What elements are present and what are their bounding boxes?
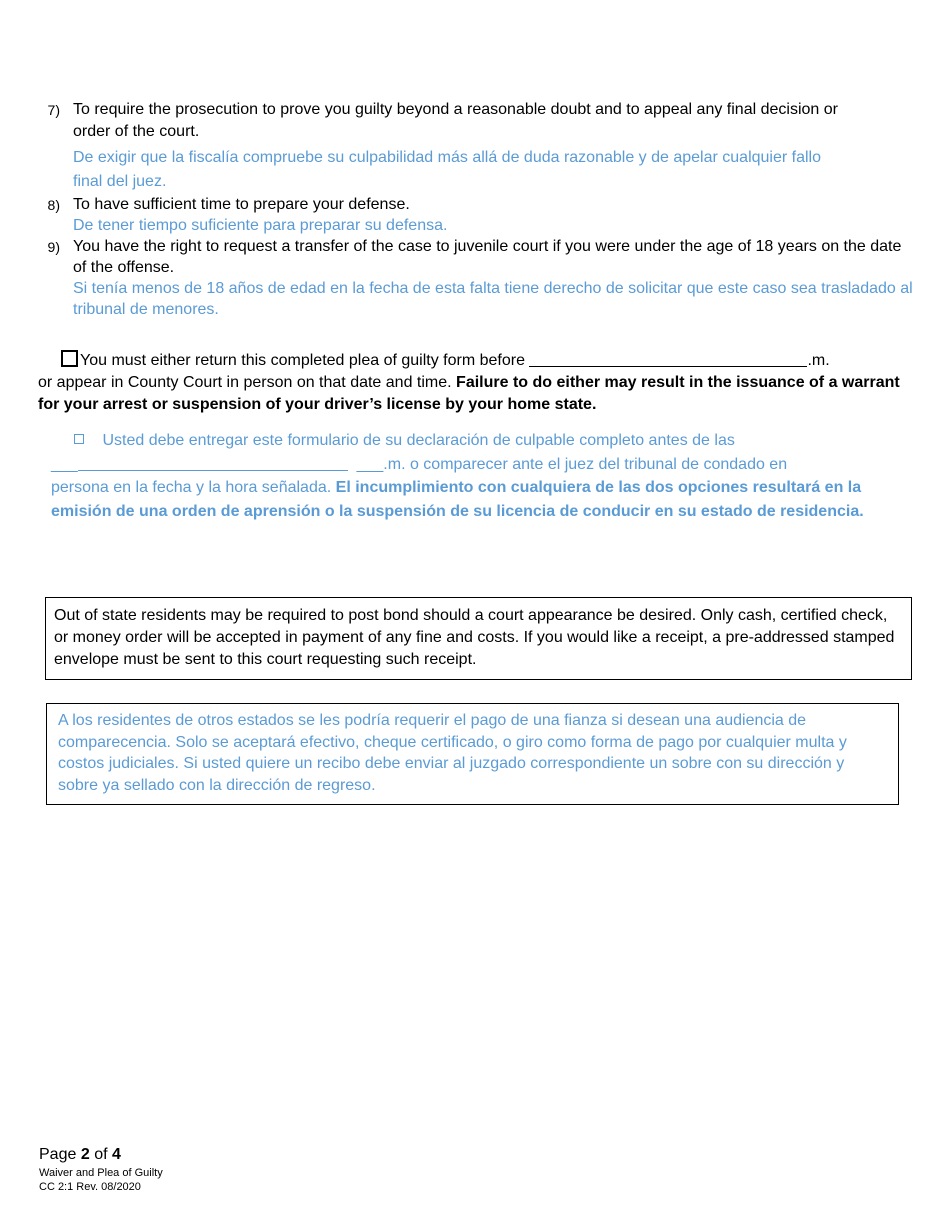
right-8-english: To have sufficient time to prepare your defense.	[73, 196, 410, 213]
return-form-checkbox-spanish[interactable]	[74, 434, 84, 444]
es-time-blank[interactable]	[78, 470, 348, 471]
right-9-spanish: Si tenía menos de 18 años de edad en la fecha de esta falta tiene derecho de solicitar que este caso sea trasladado al tribunal de menores.	[73, 280, 913, 318]
out-of-state-english-text: Out of state residents may be required to post bond should a court appearance be desired. Only cash, certified check, or money order will be accepted in payment of any fine and costs. If you would like a receipt, a pre-addressed stamped envelope must be sent to this court requesting such receipt.	[54, 607, 895, 668]
return-notice-es-warning: El incumplimiento con cualquiera de las dos opciones resultará en la emisión de una orden de aprensión o la suspensión de su licencia de conducir en su estado de residencia.	[51, 479, 864, 520]
return-notice-text-1: You must either return this completed plea of guilty form before	[80, 352, 525, 369]
right-number-8: 8)	[47, 197, 60, 213]
page-label: Page	[39, 1146, 77, 1163]
out-of-state-box-spanish	[46, 703, 899, 805]
return-notice-english	[38, 350, 918, 416]
form-title: Waiver and Plea of Guilty	[39, 1167, 163, 1179]
return-time-suffix: .m.	[807, 352, 830, 369]
out-of-state-spanish-text: A los residentes de otros estados se les podría requerir el pago de una fianza si desean una audiencia de comparecencia. Solo se aceptará efectivo, cheque certificado, o giro como forma de pago por cualquier multa y costos judiciales. Si usted quiere un recibo debe enviar al juzgado correspondiente un sobre con su dirección y sobre ya sellado con la dirección de regreso.	[58, 712, 847, 794]
page-of: of	[94, 1146, 108, 1163]
right-number-7: 7)	[47, 102, 60, 118]
return-notice-spanish	[51, 429, 921, 523]
es-blank-mid: ___	[356, 455, 384, 473]
return-notice-es-text-2b: persona en la fecha y la hora señalada.	[51, 479, 332, 496]
page-number	[39, 1146, 121, 1164]
page-current: 2	[80, 1146, 90, 1163]
form-code: CC 2:1 Rev. 08/2020	[39, 1181, 141, 1193]
right-9-english: You have the right to request a transfer of the case to juvenile court if you were under the age of 18 years on the date of the offense.	[73, 238, 902, 276]
right-7-spanish: De exigir que la fiscalía compruebe su culpabilidad más allá de duda razonable y de apelar cualquier fallo final del juez.	[73, 149, 822, 190]
return-notice-warning: Failure to do either may result in the issuance of a warrant for your arrest or suspension of your driver’s license by your home state.	[38, 374, 900, 413]
es-blank-prefix: ___	[51, 455, 78, 473]
out-of-state-box-english	[45, 597, 912, 680]
right-7-english: To require the prosecution to prove you guilty beyond a reasonable doubt and to appeal any final decision or order of the court.	[73, 101, 838, 140]
return-notice-text-2: or appear in County Court in person on that date and time.	[38, 374, 452, 391]
right-8-spanish: De tener tiempo suficiente para preparar su defensa.	[73, 217, 448, 234]
return-notice-es-text-2a: .m. o comparecer ante el juez del tribunal de condado en	[383, 455, 788, 473]
return-time-blank[interactable]	[529, 366, 807, 367]
page-total: 4	[111, 1146, 121, 1163]
return-form-checkbox[interactable]	[61, 350, 78, 367]
return-notice-es-text-1: Usted debe entregar este formulario de su declaración de culpable completo antes de las	[102, 432, 735, 449]
right-number-9: 9)	[47, 239, 60, 255]
